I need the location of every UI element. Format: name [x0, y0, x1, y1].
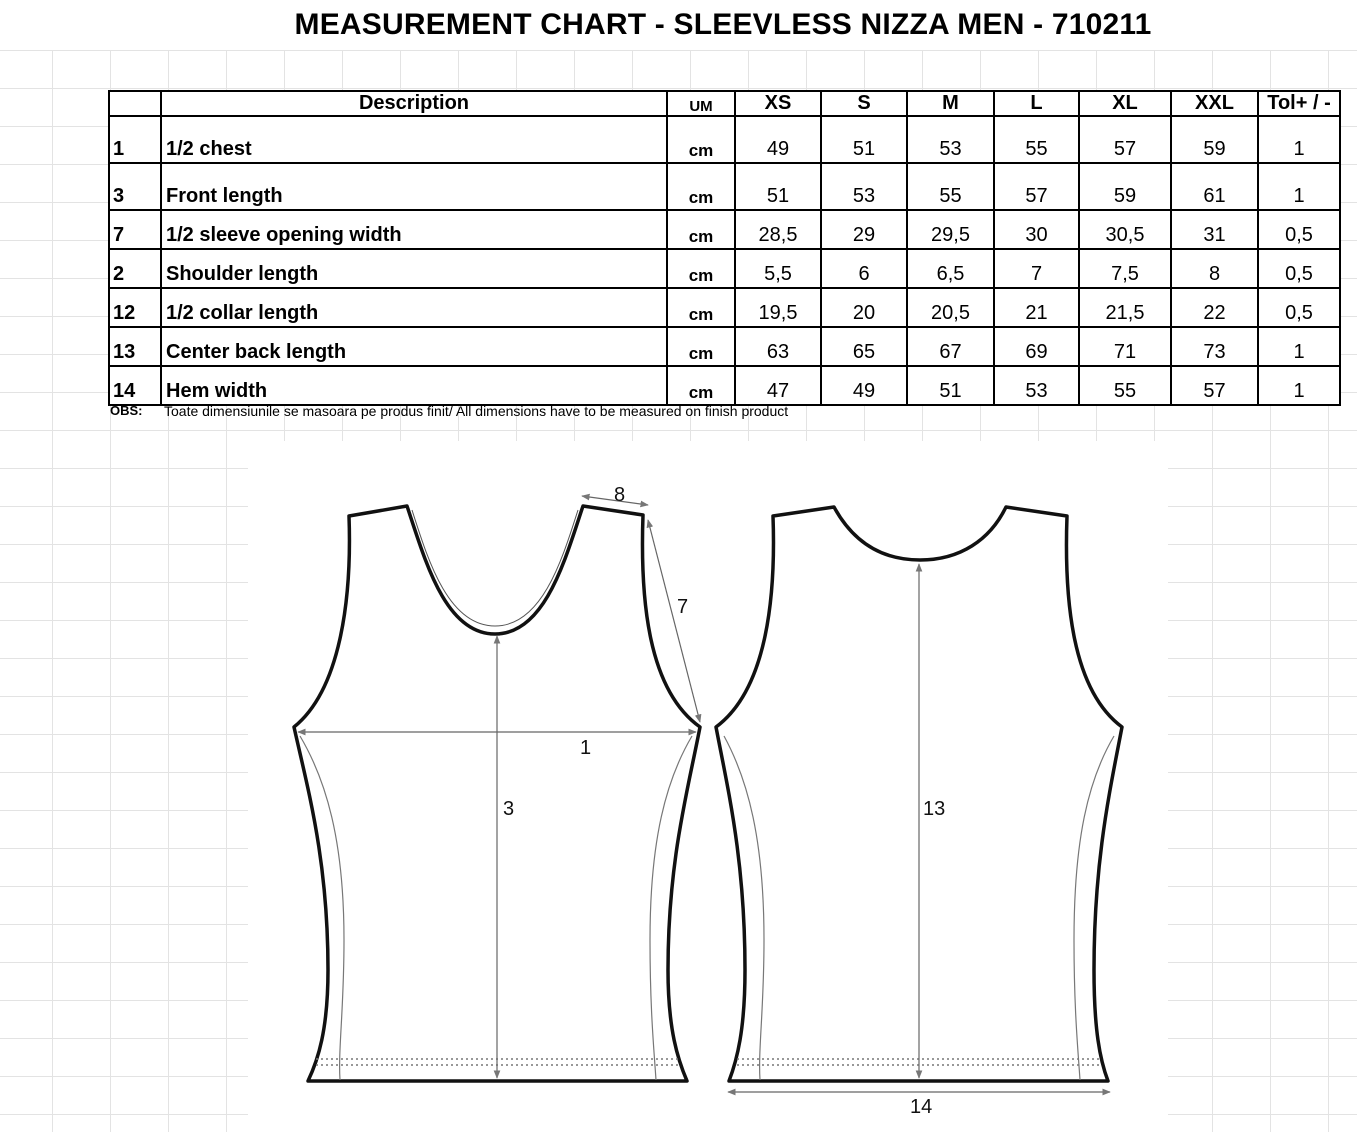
- row-number: 2: [109, 249, 161, 288]
- value-xs: 51: [735, 163, 821, 210]
- value-xxl: 8: [1171, 249, 1258, 288]
- header-um: UM: [667, 91, 735, 116]
- value-xl: 57: [1079, 116, 1171, 163]
- obs-note: Toate dimensiunile se masoara pe produs finit/ All dimensions have to be measured on finish product: [164, 403, 789, 419]
- value-xl: 21,5: [1079, 288, 1171, 327]
- value-m: 51: [907, 366, 994, 405]
- value-l: 69: [994, 327, 1079, 366]
- row-number: 14: [109, 366, 161, 405]
- value-xs: 63: [735, 327, 821, 366]
- value-s: 20: [821, 288, 907, 327]
- row-unit: cm: [667, 210, 735, 249]
- back-view: [716, 507, 1122, 1118]
- header-size-xl: XL: [1079, 91, 1171, 116]
- header-size-xxl: XXL: [1171, 91, 1258, 116]
- page-title: MEASUREMENT CHART - SLEEVLESS NIZZA MEN - 710211: [0, 8, 1357, 42]
- value-m: 53: [907, 116, 994, 163]
- value-tolerance: 1: [1258, 116, 1340, 163]
- value-xxl: 59: [1171, 116, 1258, 163]
- header-size-m: M: [907, 91, 994, 116]
- value-xs: 28,5: [735, 210, 821, 249]
- header-size-xs: XS: [735, 91, 821, 116]
- value-l: 55: [994, 116, 1079, 163]
- value-xl: 30,5: [1079, 210, 1171, 249]
- row-unit: cm: [667, 366, 735, 405]
- row-number: 7: [109, 210, 161, 249]
- row-description: Center back length: [161, 327, 667, 366]
- label-chest: 1: [580, 737, 592, 759]
- value-tolerance: 0,5: [1258, 210, 1340, 249]
- row-unit: cm: [667, 327, 735, 366]
- row-unit: cm: [667, 249, 735, 288]
- value-tolerance: 1: [1258, 163, 1340, 210]
- value-l: 57: [994, 163, 1079, 210]
- value-s: 6: [821, 249, 907, 288]
- value-m: 55: [907, 163, 994, 210]
- value-xxl: 31: [1171, 210, 1258, 249]
- value-xs: 49: [735, 116, 821, 163]
- value-xxl: 57: [1171, 366, 1258, 405]
- row-description: Front length: [161, 163, 667, 210]
- row-description: Hem width: [161, 366, 667, 405]
- value-m: 29,5: [907, 210, 994, 249]
- value-xs: 47: [735, 366, 821, 405]
- label-back-length: 13: [923, 798, 946, 820]
- value-xs: 5,5: [735, 249, 821, 288]
- header-description: Description: [161, 91, 667, 116]
- value-xl: 7,5: [1079, 249, 1171, 288]
- value-xl: 71: [1079, 327, 1171, 366]
- label-hem-width: 14: [910, 1096, 933, 1118]
- value-s: 53: [821, 163, 907, 210]
- row-description: 1/2 chest: [161, 116, 667, 163]
- label-front-length: 3: [503, 798, 515, 820]
- value-l: 7: [994, 249, 1079, 288]
- header-size-l: L: [994, 91, 1079, 116]
- value-xl: 55: [1079, 366, 1171, 405]
- value-xs: 19,5: [735, 288, 821, 327]
- header-tolerance: Tol+ / -: [1258, 91, 1340, 116]
- header-size-s: S: [821, 91, 907, 116]
- value-tolerance: 1: [1258, 327, 1340, 366]
- value-tolerance: 0,5: [1258, 288, 1340, 327]
- value-s: 51: [821, 116, 907, 163]
- value-m: 20,5: [907, 288, 994, 327]
- row-number: 3: [109, 163, 161, 210]
- value-xl: 59: [1079, 163, 1171, 210]
- row-number: 12: [109, 288, 161, 327]
- value-s: 65: [821, 327, 907, 366]
- value-tolerance: 0,5: [1258, 249, 1340, 288]
- row-description: Shoulder length: [161, 249, 667, 288]
- row-description: 1/2 sleeve opening width: [161, 210, 667, 249]
- value-m: 67: [907, 327, 994, 366]
- value-s: 49: [821, 366, 907, 405]
- value-l: 53: [994, 366, 1079, 405]
- value-tolerance: 1: [1258, 366, 1340, 405]
- row-unit: cm: [667, 288, 735, 327]
- value-l: 21: [994, 288, 1079, 327]
- obs-label: OBS:: [110, 403, 143, 418]
- row-number: 1: [109, 116, 161, 163]
- value-xxl: 73: [1171, 327, 1258, 366]
- value-s: 29: [821, 210, 907, 249]
- row-description: 1/2 collar length: [161, 288, 667, 327]
- value-m: 6,5: [907, 249, 994, 288]
- row-unit: cm: [667, 116, 735, 163]
- row-number: 13: [109, 327, 161, 366]
- value-xxl: 22: [1171, 288, 1258, 327]
- front-view: [294, 484, 700, 1081]
- value-xxl: 61: [1171, 163, 1258, 210]
- value-l: 30: [994, 210, 1079, 249]
- label-shoulder: 8: [614, 484, 626, 506]
- label-armhole: 7: [677, 596, 689, 618]
- row-unit: cm: [667, 163, 735, 210]
